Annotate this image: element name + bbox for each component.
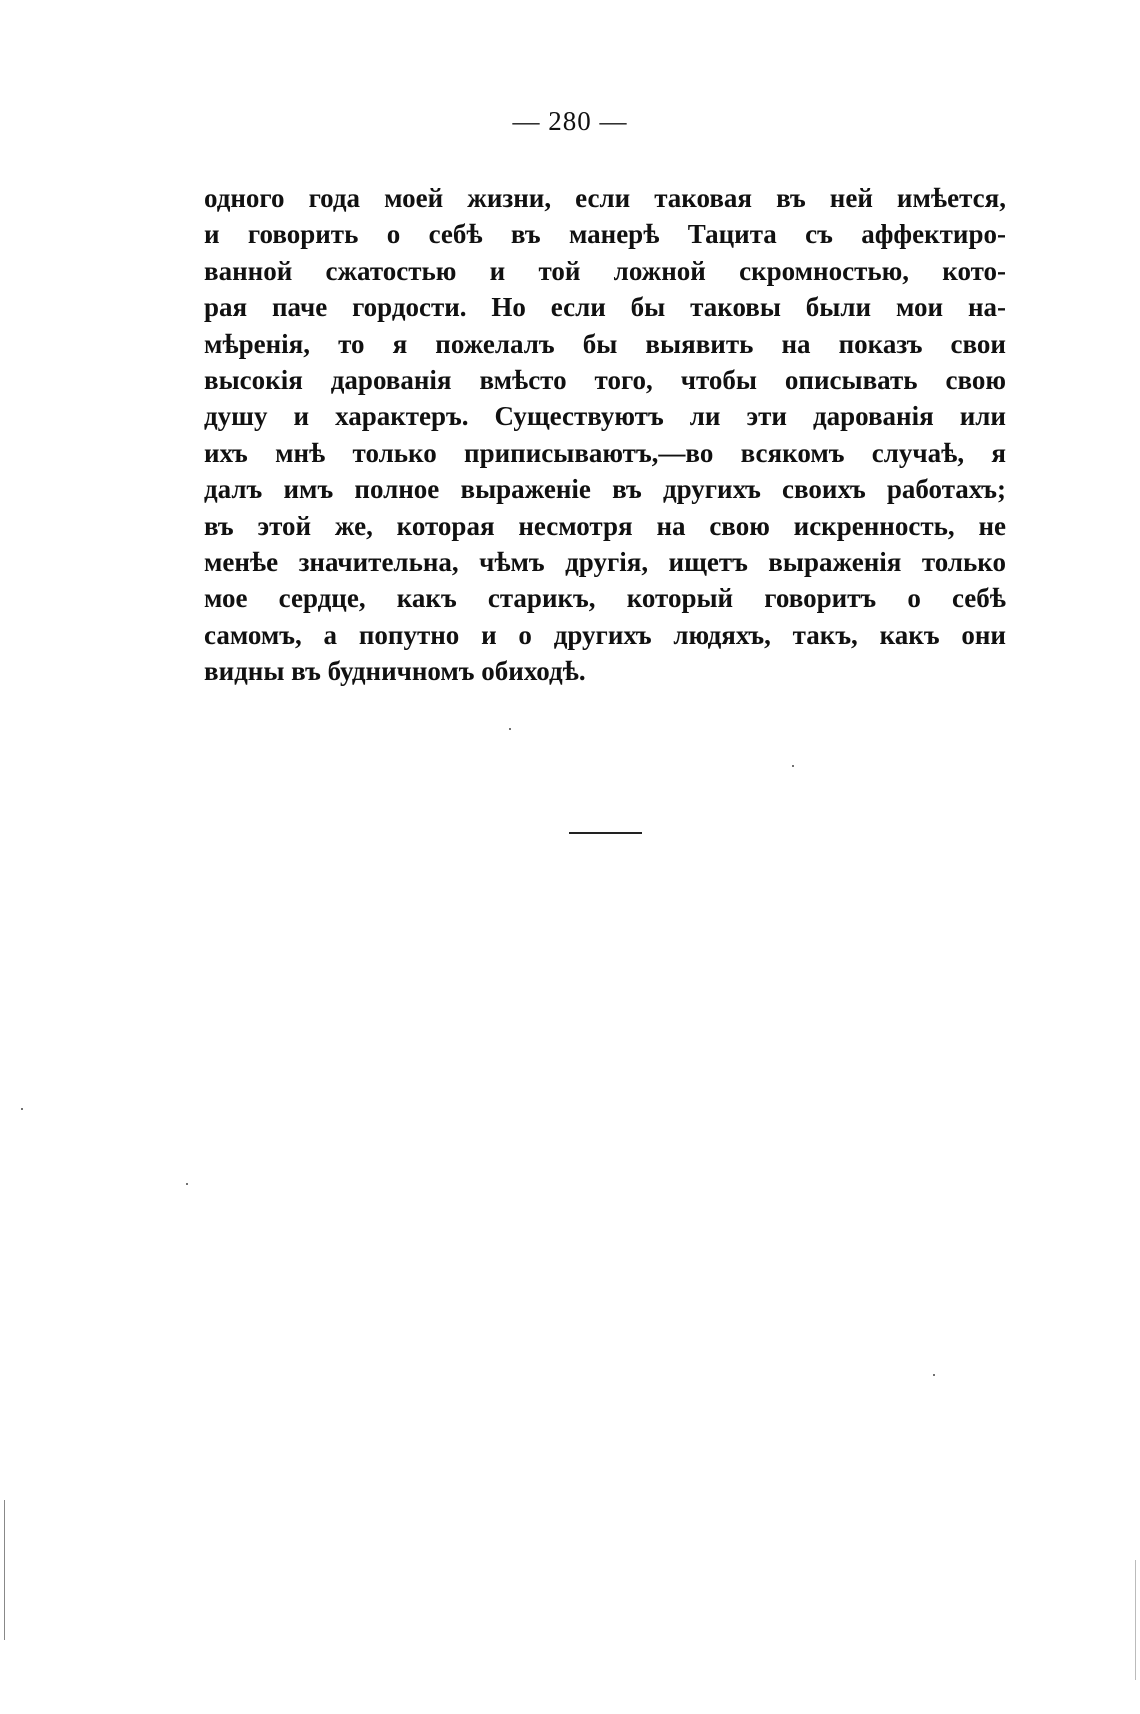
scan-edge-line — [1135, 1560, 1136, 1680]
body-text — [204, 180, 1006, 689]
print-speck — [792, 765, 794, 767]
text-line: самомъ, а попутно и о другихъ людяхъ, такъ, какъ они — [204, 619, 1006, 650]
text-line: мое сердце, какъ старикъ, который говоритъ о себѣ — [204, 583, 1006, 614]
text-line: менѣе значительна, чѣмъ другія, ищетъ выраженія только — [204, 546, 1006, 577]
text-line: мѣренія, то я пожелалъ бы выявить на показъ свои — [204, 328, 1006, 359]
text-line: въ этой же, которая несмотря на свою искренность, не — [204, 510, 1006, 541]
text-line: ихъ мнѣ только приписываютъ,—во всякомъ случаѣ, я — [204, 437, 1006, 468]
text-line: душу и характеръ. Существуютъ ли эти дарованія или — [204, 401, 1006, 432]
text-line: далъ имъ полное выраженіе въ другихъ своихъ работахъ; — [204, 474, 1006, 505]
scan-edge-line — [4, 1500, 5, 1640]
text-line: видны въ будничномъ обиходѣ. — [204, 656, 586, 687]
text-line: высокія дарованія вмѣсто того, чтобы описывать свою — [204, 364, 1006, 395]
print-speck — [186, 1183, 188, 1185]
print-speck — [21, 1108, 23, 1110]
text-line: одного года моей жизни, если таковая въ ней имѣется, — [204, 183, 1006, 213]
text-line: ванной сжатостью и той ложной скромностью, кото- — [204, 255, 1006, 286]
text-line: и говорить о себѣ въ манерѣ Тацита съ аффектиро- — [204, 219, 1006, 250]
print-speck — [509, 728, 511, 730]
section-end-rule — [569, 832, 642, 834]
text-line: рая паче гордости. Но если бы таковы были мои на- — [204, 292, 1006, 323]
print-speck — [933, 1374, 935, 1376]
page-number: — 280 — — [512, 106, 628, 136]
